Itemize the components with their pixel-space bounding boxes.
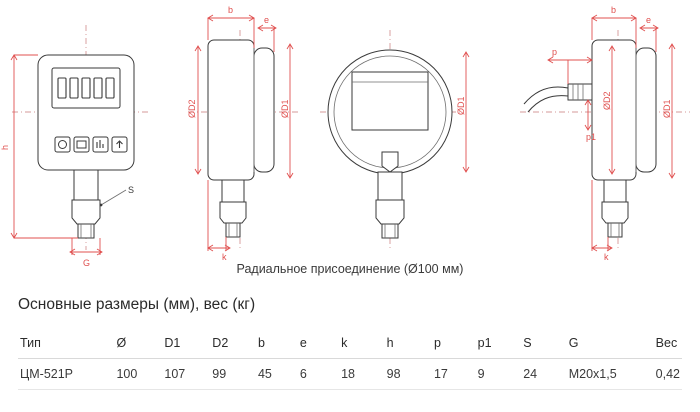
svg-text:p1: p1 [586,132,597,142]
cell-e: 6 [298,359,339,390]
front-view [0,25,150,268]
cell-p: 17 [432,359,476,390]
cell-weight: 0,42 [654,359,682,390]
cell-s: 24 [521,359,567,390]
header-h: h [385,328,432,359]
table-row [18,359,682,390]
table-header-row [18,328,682,359]
svg-text:k: k [604,252,609,262]
svg-text:b: b [611,5,617,15]
header-diameter: Ø [114,328,162,359]
header-type: Тип [18,328,114,359]
cell-k: 18 [339,359,385,390]
header-p: p [432,328,476,359]
svg-text:k: k [222,252,227,262]
cell-type: ЦМ-521Р [18,359,114,390]
svg-text:e: e [264,15,270,25]
svg-text:p: p [552,47,558,57]
svg-text:G: G [83,258,91,268]
cell-d2: 99 [210,359,256,390]
svg-text:b: b [228,5,234,15]
svg-text:e: e [646,15,652,25]
table-title: Основные размеры (мм), вес (кг) [18,296,256,313]
cell-b: 45 [256,359,298,390]
cell-diameter: 100 [114,359,162,390]
cell-p1: 9 [476,359,522,390]
dimensions-table [18,328,682,390]
svg-text:ØD2: ØD2 [602,91,612,110]
svg-text:ØD2: ØD2 [187,99,197,118]
header-d1: D1 [162,328,210,359]
drawing-caption: Радиальное присоединение (Ø100 мм) [236,262,464,276]
header-g: G [567,328,654,359]
header-b: b [256,328,298,359]
svg-text:h: h [0,144,10,150]
header-p1: p1 [476,328,522,359]
header-s: S [521,328,567,359]
svg-text:ØD1: ØD1 [456,96,466,115]
cell-h: 98 [385,359,432,390]
svg-text:ØD1: ØD1 [662,99,672,118]
svg-text:ØD1: ØD1 [280,99,290,118]
svg-text:S: S [128,185,135,195]
rear-view [320,30,469,250]
side-view [187,5,300,262]
cable-view [520,5,690,262]
cell-g: M20x1,5 [567,359,654,390]
cell-d1: 107 [162,359,210,390]
header-k: k [339,328,385,359]
header-e: e [298,328,339,359]
header-weight: Вес [654,328,682,359]
header-d2: D2 [210,328,256,359]
